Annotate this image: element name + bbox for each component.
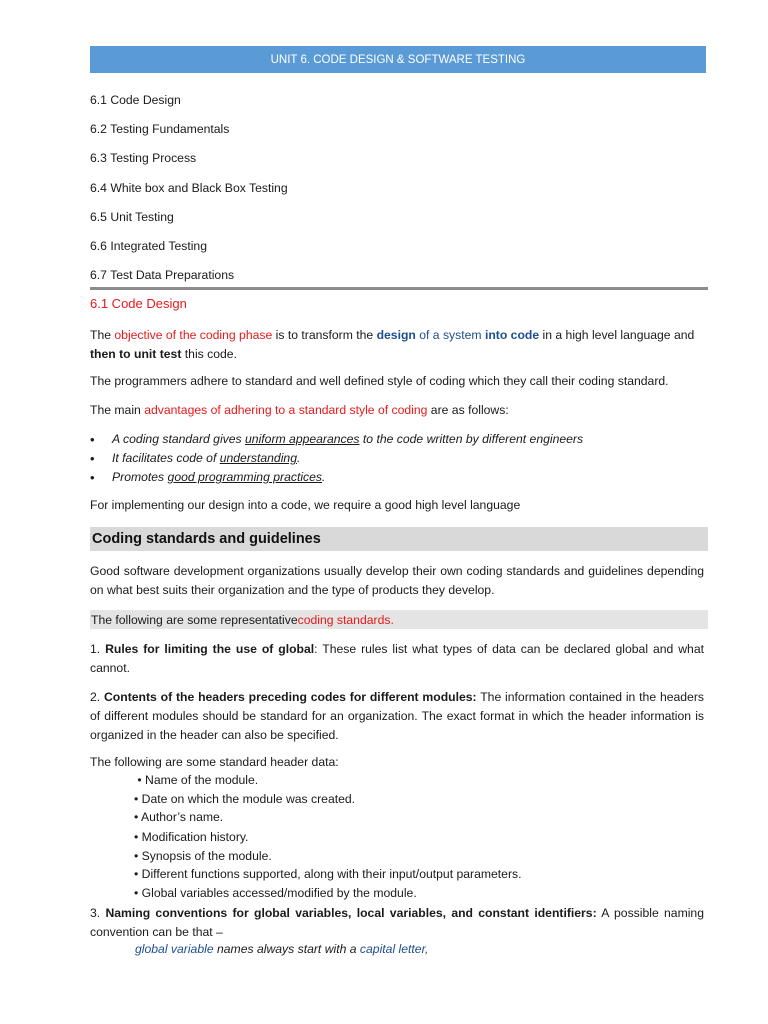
coding-standard-paragraph: The programmers adhere to standard and well defined style of coding which they call their coding standard.: [90, 374, 669, 388]
list-item: • Modification history.: [134, 830, 249, 844]
representative-standards-label: The following are some representative coding standards.: [90, 610, 708, 629]
coding-standards-heading: Coding standards and guidelines: [90, 527, 708, 551]
toc-item: 6.6 Integrated Testing: [90, 239, 207, 253]
standards-intro: Good software development organizations usually develop their own coding standards and guidelines depending on what best suits their organization and the type of products they develop.: [90, 564, 704, 597]
divider: [90, 287, 708, 290]
section-heading: 6.1 Code Design: [90, 296, 187, 311]
header-data-intro: The following are some standard header data:: [90, 755, 339, 769]
toc-item: 6.3 Testing Process: [90, 151, 197, 165]
toc-item: 6.5 Unit Testing: [90, 210, 174, 224]
list-item: • Author’s name.: [134, 810, 224, 824]
rule-global: 1. Rules for limiting the use of global: These rules list what types of data can be declared global and what cannot.: [90, 642, 704, 675]
list-item: • Name of the module.: [134, 773, 259, 787]
list-item: • Synopsis of the module.: [134, 849, 272, 863]
unit-title: UNIT 6. CODE DESIGN & SOFTWARE TESTING: [270, 53, 526, 66]
toc-item: 6.1 Code Design: [90, 93, 181, 107]
toc-item: 6.2 Testing Fundamentals: [90, 122, 230, 136]
naming-example: global variable names always start with a capital letter,: [135, 942, 429, 956]
list-item: • Different functions supported, along with their input/output parameters.: [134, 867, 522, 881]
rule-naming: 3. Naming conventions for global variables, local variables, and constant identifiers: A possible naming convention can be that –: [90, 906, 704, 939]
objective-paragraph: The objective of the coding phase is to transform the design of a system into code in a high level language and then to unit test this code.: [90, 328, 695, 361]
bullet-icon: •: [90, 432, 95, 447]
advantages-intro: The main advantages of adhering to a standard style of coding are as follows:: [90, 403, 509, 417]
toc-item: 6.4 White box and Black Box Testing: [90, 181, 288, 195]
bullet-icon: •: [90, 451, 95, 466]
list-item: • Global variables accessed/modified by the module.: [134, 886, 417, 900]
list-item: • Date on which the module was created.: [134, 792, 356, 806]
unit-title-banner: [90, 46, 706, 73]
language-paragraph: For implementing our design into a code, we require a good high level language: [90, 498, 521, 512]
bullet-icon: •: [90, 470, 95, 485]
toc-item: 6.7 Test Data Preparations: [90, 268, 235, 282]
rule-headers: 2. Contents of the headers preceding codes for different modules: The information contained in the headers of different modules should be standard for an organization. The exact format in which the header information is organized in the header can also be specified.: [90, 690, 704, 742]
